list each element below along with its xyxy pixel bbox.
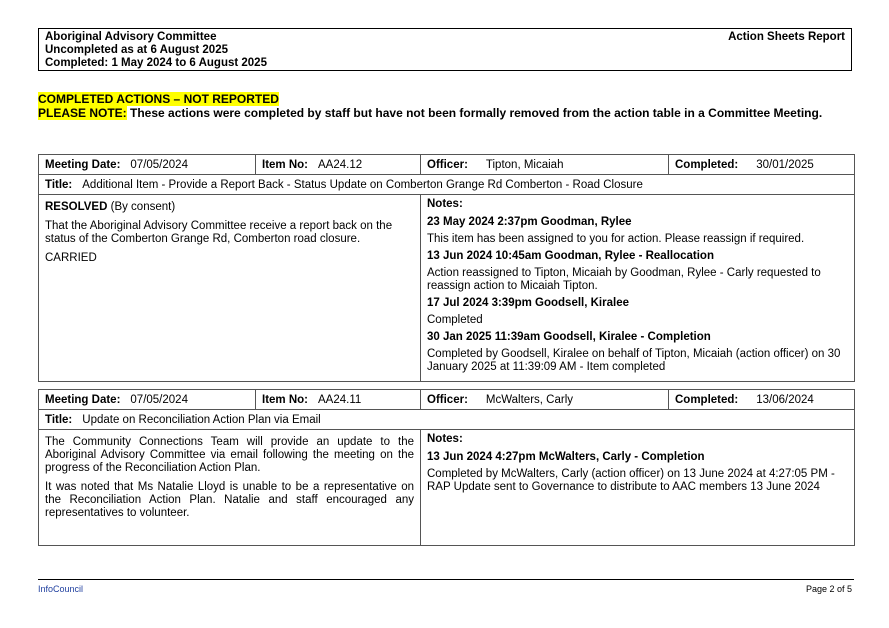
note-entry: 30 Jan 2025 11:39am Goodsell, Kiralee - Completion [427, 331, 711, 343]
action-title: Additional Item - Provide a Report Back - Status Update on Comberton Grange Rd Comberton - Road Closure [82, 178, 643, 191]
item-no-cell: Item No: AA24.11 [256, 390, 421, 410]
item-no: AA24.12 [318, 158, 363, 171]
resolution-cell [39, 430, 421, 546]
meeting-date: 07/05/2024 [130, 393, 188, 406]
officer-cell: Officer: McWalters, Carly [421, 390, 669, 410]
note-text: Completed by McWalters, Carly (action officer) on 13 June 2024 at 4:27:05 PM - RAP Update sent to Governance to distribute to AAC members 13 June 2024 [427, 468, 835, 493]
committee-name: Aboriginal Advisory Committee [45, 31, 217, 43]
meeting-date: 07/05/2024 [130, 158, 188, 171]
notice [38, 92, 838, 120]
completed-date: 30/01/2025 [756, 158, 814, 171]
title-row: Title: Additional Item - Provide a Report Back - Status Update on Comberton Grange Rd Comberton - Road Closure [39, 175, 855, 195]
body-row [39, 195, 855, 382]
body-paragraph-1: The Community Connections Team will provide an update to the Aboriginal Advisory Committee via email following the meeting on the progress of the Reconciliation Action Plan. [45, 436, 414, 474]
footer-divider [38, 579, 854, 580]
report-name: Action Sheets Report [728, 31, 845, 43]
officer-cell: Officer: Tipton, Micaiah [421, 155, 669, 175]
note-text: This item has been assigned to you for action. Please reassign if required. [427, 233, 805, 245]
body-paragraph-2: It was noted that Ms Natalie Lloyd is unable to be a representative on the Reconciliation Action Plan. Natalie and staff encouraged any representatives to volunteer. [45, 481, 414, 519]
resolved-label: RESOLVED [45, 201, 108, 213]
resolution-status: CARRIED [45, 252, 97, 264]
completed-range: Completed: 1 May 2024 to 6 August 2025 [45, 57, 267, 69]
action-table-1 [38, 154, 855, 382]
resolution-cell: RESOLVED (By consent) That the Aboriginal Advisory Committee receive a report back on the status of the Comberton Grange Rd, Comberton road closure. CARRIED [39, 195, 421, 382]
note-text: Completed by Goodsell, Kiralee on behalf of Tipton, Micaiah (action officer) on 30 January 2025 at 11:39:09 AM - Item completed [427, 348, 841, 373]
note-entry: 13 Jun 2024 10:45am Goodman, Rylee - Reallocation [427, 250, 714, 262]
note-entry: 17 Jul 2024 3:39pm Goodsell, Kiralee [427, 297, 629, 309]
officer: McWalters, Carly [485, 393, 574, 406]
note-text: Completed [427, 314, 483, 326]
meeting-date-cell: Meeting Date: 07/05/2024 [39, 390, 256, 410]
notice-heading: COMPLETED ACTIONS – NOT REPORTED [38, 92, 279, 106]
meta-row [39, 155, 855, 175]
body-row [39, 430, 855, 546]
notes-cell: Notes: 23 May 2024 2:37pm Goodman, Rylee This item has been assigned to you for action. Please reassign if required. 13 Jun 2024 10:45am Goodman, Rylee - Reallocation Action reassigned to Tipton, Micaiah by Goodman, Rylee - Carly requested to reassign action to Micaiah Tipton. 17 Jul 2024 3:39pm Goodsell, Kiralee Completed 30 Jan 2025 11:39am Goodsell, Kiralee - Completion Completed by Goodsell, Kiralee on behalf of Tipton, Micaiah (action officer) on 30 January 2025 at 11:39:09 AM - Item completed [421, 195, 855, 382]
uncompleted-date: Uncompleted as at 6 August 2025 [45, 44, 228, 56]
completed-date: 13/06/2024 [756, 393, 814, 406]
please-note-label: PLEASE NOTE: [38, 106, 127, 120]
note-entry: 13 Jun 2024 4:27pm McWalters, Carly - Completion [427, 451, 705, 463]
footer-brand: InfoCouncil [38, 584, 84, 594]
completed-cell: Completed: 30/01/2025 [669, 155, 855, 175]
please-note-text: These actions were completed by staff but have not been formally removed from the action table in a Committee Meeting. [126, 106, 823, 120]
item-no: AA24.11 [318, 393, 362, 406]
resolution-text: That the Aboriginal Advisory Committee receive a report back on the status of the Comberton Grange Rd, Comberton road closure. [45, 220, 393, 245]
report-header [38, 28, 852, 71]
note-text: Action reassigned to Tipton, Micaiah by Goodman, Rylee - Carly requested to reassign action to Micaiah Tipton. [427, 267, 821, 292]
item-no-cell: Item No: AA24.12 [256, 155, 421, 175]
action-table-2 [38, 389, 855, 546]
meeting-date-cell: Meeting Date: 07/05/2024 [39, 155, 256, 175]
page-number: Page 2 of 5 [805, 584, 852, 594]
title-row: Title: Update on Reconciliation Action Plan via Email [39, 410, 855, 430]
note-entry: 23 May 2024 2:37pm Goodman, Rylee [427, 216, 632, 228]
officer: Tipton, Micaiah [485, 158, 564, 171]
notes-cell: Notes: 13 Jun 2024 4:27pm McWalters, Carly - Completion Completed by McWalters, Carly (action officer) on 13 June 2024 at 4:27:05 PM - RAP Update sent to Governance to distribute to AAC members 13 June 2024 [421, 430, 855, 546]
completed-cell: Completed: 13/06/2024 [669, 390, 855, 410]
meta-row [39, 390, 855, 410]
action-title: Update on Reconciliation Action Plan via Email [82, 413, 321, 426]
